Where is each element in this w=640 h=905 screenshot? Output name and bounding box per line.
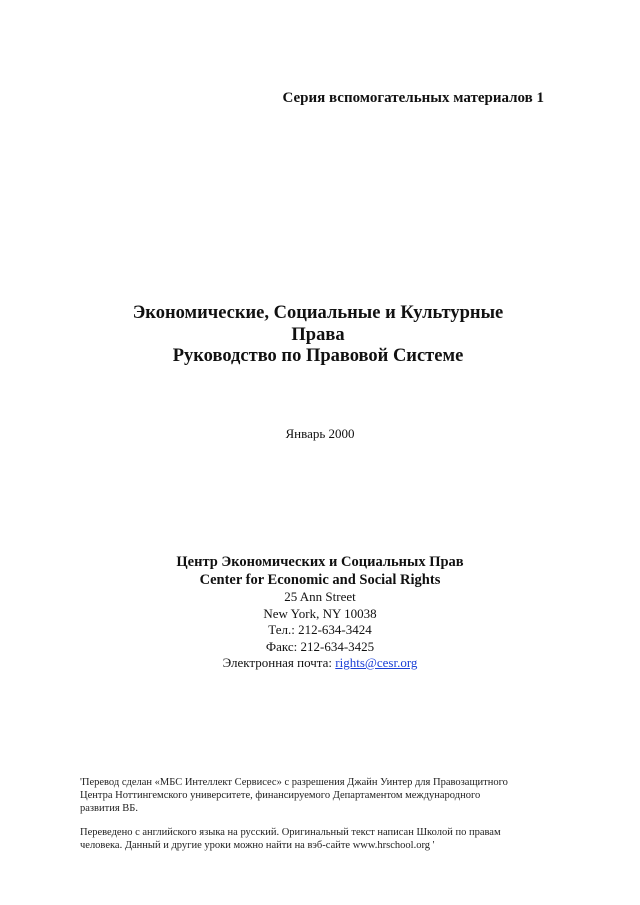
fax-number: Факс: 212-634-3425 (265, 638, 375, 654)
organization-name-en: Center for Economic and Social Rights (199, 572, 441, 588)
series-heading: Серия вспомогательных материалов 1 (282, 90, 544, 106)
title-line-3: Руководство по Правовой Системе (172, 346, 464, 366)
title-line-1: Экономические, Социальные и Культурные (132, 303, 504, 323)
city-address: New York, NY 10038 (263, 605, 377, 621)
street-address: 25 Ann Street (284, 589, 356, 604)
organization-name-ru: Центр Экономических и Социальных Прав (176, 554, 464, 570)
email-label: Электронная почта: (222, 655, 336, 670)
source-footnote (80, 826, 550, 852)
document-title (0, 303, 640, 368)
translation-footnote (80, 776, 550, 815)
title-line-2: Права (291, 324, 345, 345)
phone-number: Тел.: 212-634-3424 (268, 622, 372, 637)
footnote-2-line-2: человека. Данный и другие уроки можно найти на вэб-сайте www.hrschool.org ' (80, 840, 435, 851)
email-line (0, 655, 640, 672)
footnote-2-line-1: Переведено с английского языка на русский. Оригинальный текст написан Школой по правам (80, 827, 501, 838)
organization-contact-block (0, 553, 640, 672)
footnote-1-line-1: 'Перевод сделан «МБС Интеллект Сервисес» с разрешения Джайн Уинтер для Правозащитного (80, 777, 508, 788)
footnote-1-line-2: Центра Ноттингемского университете, финансируемого Департаментом международного (80, 790, 481, 801)
document-date: Январь 2000 (285, 426, 355, 441)
email-link[interactable]: rights@cesr.org (335, 655, 418, 670)
footnote-1-line-3: развития ВБ. (80, 803, 138, 814)
